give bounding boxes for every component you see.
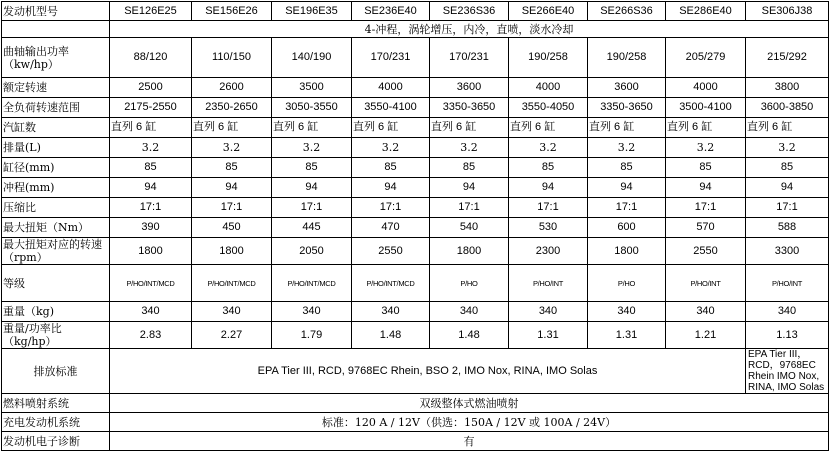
spec-value: 3550-4100	[352, 98, 430, 118]
spec-value: 1800	[588, 238, 666, 265]
spec-row	[2, 322, 829, 349]
diagnosis-row	[2, 432, 829, 451]
spec-value: 340	[666, 302, 746, 322]
spec-value: 2550	[666, 238, 746, 265]
spec-value: P/HO/INT/MCD	[110, 265, 192, 302]
spec-label: 等级	[2, 265, 110, 302]
model-name: SE236E40	[352, 2, 430, 21]
spec-row	[2, 98, 829, 118]
spec-value: 17:1	[509, 198, 588, 218]
spec-row	[2, 118, 829, 138]
spec-row	[2, 198, 829, 218]
spec-value: 17:1	[746, 198, 829, 218]
spec-value: 110/150	[192, 38, 272, 78]
spec-value: 94	[588, 178, 666, 198]
engine-spec-table	[1, 1, 829, 451]
spec-row	[2, 302, 829, 322]
spec-value: 3550-4050	[509, 98, 588, 118]
spec-row	[2, 265, 829, 302]
spec-value: 直列 6 缸	[430, 118, 509, 138]
spec-label: 最大扭矩（Nm）	[2, 218, 110, 238]
spec-value: 94	[509, 178, 588, 198]
engine-type-row	[2, 21, 829, 38]
spec-value: 140/190	[272, 38, 352, 78]
spec-value: P/HO/INT/MCD	[192, 265, 272, 302]
spec-value: 直列 6 缸	[666, 118, 746, 138]
spec-value: 3.2	[746, 138, 829, 158]
spec-row	[2, 178, 829, 198]
spec-value: 2500	[110, 78, 192, 98]
spec-value: 17:1	[110, 198, 192, 218]
spec-value: 3500-4100	[666, 98, 746, 118]
spec-value: 1800	[192, 238, 272, 265]
model-name: SE156E26	[192, 2, 272, 21]
model-name: SE286E40	[666, 2, 746, 21]
engine-type-label-cell	[2, 21, 110, 38]
model-header-row	[2, 2, 829, 21]
spec-value: 540	[430, 218, 509, 238]
spec-value: 3350-3650	[588, 98, 666, 118]
spec-value: 3.2	[192, 138, 272, 158]
spec-label: 冲程(mm)	[2, 178, 110, 198]
spec-value: 3.2	[110, 138, 192, 158]
spec-value: 570	[666, 218, 746, 238]
spec-label: 汽缸数	[2, 118, 110, 138]
spec-value: 3.2	[430, 138, 509, 158]
spec-value: 4000	[666, 78, 746, 98]
spec-label: 最大扭矩对应的转速（rpm）	[2, 238, 110, 265]
spec-value: 直列 6 缸	[110, 118, 192, 138]
spec-value: 17:1	[192, 198, 272, 218]
spec-label: 重量（kg)	[2, 302, 110, 322]
spec-label: 压缩比	[2, 198, 110, 218]
spec-value: 340	[430, 302, 509, 322]
engine-type-value: 4-冲程，涡轮增压，内冷，直喷，淡水冷却	[110, 21, 829, 38]
spec-value: P/HO	[430, 265, 509, 302]
spec-value: 94	[430, 178, 509, 198]
spec-label: 额定转速	[2, 78, 110, 98]
spec-value: 1800	[110, 238, 192, 265]
spec-value: 215/292	[746, 38, 829, 78]
spec-value: 450	[192, 218, 272, 238]
spec-value: 1800	[430, 238, 509, 265]
spec-value: P/HO/INT/MCD	[272, 265, 352, 302]
spec-value: 4000	[509, 78, 588, 98]
spec-value: 190/258	[509, 38, 588, 78]
spec-label: 全负荷转速范围	[2, 98, 110, 118]
spec-value: 2175-2550	[110, 98, 192, 118]
spec-value: 3350-3650	[430, 98, 509, 118]
spec-value: 340	[588, 302, 666, 322]
model-name: SE126E25	[110, 2, 192, 21]
diagnosis-value: 有	[110, 432, 829, 451]
spec-value: 340	[746, 302, 829, 322]
spec-value: 3300	[746, 238, 829, 265]
spec-value: 2300	[509, 238, 588, 265]
spec-value: 17:1	[272, 198, 352, 218]
spec-table-body	[2, 2, 829, 451]
spec-value: 600	[588, 218, 666, 238]
spec-value: 85	[746, 158, 829, 178]
spec-value: 85	[272, 158, 352, 178]
spec-value: 直列 6 缸	[352, 118, 430, 138]
spec-value: 340	[509, 302, 588, 322]
spec-value: 85	[509, 158, 588, 178]
spec-value: 4000	[352, 78, 430, 98]
spec-value: 1.31	[509, 322, 588, 349]
spec-value: 340	[272, 302, 352, 322]
spec-value: 2.27	[192, 322, 272, 349]
spec-row	[2, 38, 829, 78]
emission-last-model: EPA Tier III，RCD，9768EC Rhein IMO Nox, RINA, IMO Solas	[746, 349, 829, 394]
spec-value: P/HO/INT/MCD	[352, 265, 430, 302]
spec-value: 2550	[352, 238, 430, 265]
spec-value: 1.48	[352, 322, 430, 349]
spec-value: 85	[430, 158, 509, 178]
spec-value: 2350-2650	[192, 98, 272, 118]
spec-value: 94	[192, 178, 272, 198]
spec-value: 3.2	[666, 138, 746, 158]
spec-value: 85	[110, 158, 192, 178]
charging-row	[2, 413, 829, 432]
spec-label: 缸径(mm)	[2, 158, 110, 178]
spec-row	[2, 218, 829, 238]
model-name: SE306J38	[746, 2, 829, 21]
spec-value: 直列 6 缸	[192, 118, 272, 138]
spec-value: 340	[352, 302, 430, 322]
spec-value: P/HO/INT	[509, 265, 588, 302]
fuel-row	[2, 394, 829, 413]
spec-value: 190/258	[588, 38, 666, 78]
spec-value: 1.79	[272, 322, 352, 349]
spec-value: P/HO/INT	[746, 265, 829, 302]
fuel-value: 双级整体式燃油喷射	[110, 394, 829, 413]
spec-value: 85	[666, 158, 746, 178]
spec-value: 17:1	[588, 198, 666, 218]
spec-value: 170/231	[352, 38, 430, 78]
spec-value: 3800	[746, 78, 829, 98]
spec-value: 470	[352, 218, 430, 238]
spec-value: 445	[272, 218, 352, 238]
spec-value: 直列 6 缸	[588, 118, 666, 138]
spec-value: 2.83	[110, 322, 192, 349]
spec-value: 85	[352, 158, 430, 178]
spec-value: 1.21	[666, 322, 746, 349]
spec-value: 94	[272, 178, 352, 198]
spec-row	[2, 78, 829, 98]
spec-value: 340	[110, 302, 192, 322]
spec-value: 直列 6 缸	[272, 118, 352, 138]
spec-value: 205/279	[666, 38, 746, 78]
spec-value: 170/231	[430, 38, 509, 78]
spec-value: 3.2	[588, 138, 666, 158]
spec-value: 3050-3550	[272, 98, 352, 118]
spec-row	[2, 158, 829, 178]
spec-value: P/HO/INT	[666, 265, 746, 302]
spec-value: 94	[746, 178, 829, 198]
spec-value: 2600	[192, 78, 272, 98]
spec-value: 3600-3850	[746, 98, 829, 118]
spec-value: 直列 6 缸	[746, 118, 829, 138]
spec-value: 17:1	[430, 198, 509, 218]
spec-value: 17:1	[666, 198, 746, 218]
spec-value: 1.13	[746, 322, 829, 349]
spec-value: 94	[110, 178, 192, 198]
model-name: SE196E35	[272, 2, 352, 21]
spec-value: 94	[666, 178, 746, 198]
spec-label: 曲轴输出功率（kw/hp）	[2, 38, 110, 78]
spec-value: 94	[352, 178, 430, 198]
spec-value: 3600	[430, 78, 509, 98]
spec-row	[2, 238, 829, 265]
spec-value: 88/120	[110, 38, 192, 78]
spec-value: 2050	[272, 238, 352, 265]
charging-value: 标准：120 A / 12V（供选：150A / 12V 或 100A / 24V）	[110, 413, 829, 432]
spec-value: 3600	[588, 78, 666, 98]
charging-label: 充电发动机系统	[2, 413, 110, 432]
emission-label: 排放标准	[2, 349, 110, 394]
spec-value: 3500	[272, 78, 352, 98]
model-name: SE266E40	[509, 2, 588, 21]
spec-value: 85	[192, 158, 272, 178]
spec-label: 重量/功率比（kg/hp）	[2, 322, 110, 349]
spec-row	[2, 138, 829, 158]
spec-value: 85	[588, 158, 666, 178]
spec-value: 340	[192, 302, 272, 322]
spec-value: 588	[746, 218, 829, 238]
model-name: SE236S36	[430, 2, 509, 21]
fuel-label: 燃料喷射系统	[2, 394, 110, 413]
spec-value: 390	[110, 218, 192, 238]
spec-value: 17:1	[352, 198, 430, 218]
spec-label: 排量(L)	[2, 138, 110, 158]
diagnosis-label: 发动机电子诊断	[2, 432, 110, 451]
spec-value: 3.2	[352, 138, 430, 158]
model-name: SE266S36	[588, 2, 666, 21]
spec-value: 3.2	[272, 138, 352, 158]
emission-standard: EPA Tier III, RCD, 9768EC Rhein, BSO 2, IMO Nox, RINA, IMO Solas	[110, 349, 746, 394]
header-label: 发动机型号	[2, 2, 110, 21]
spec-value: 直列 6 缸	[509, 118, 588, 138]
emission-row	[2, 349, 829, 394]
spec-value: 530	[509, 218, 588, 238]
spec-value: 3.2	[509, 138, 588, 158]
spec-value: P/HO	[588, 265, 666, 302]
spec-value: 1.31	[588, 322, 666, 349]
spec-value: 1.48	[430, 322, 509, 349]
